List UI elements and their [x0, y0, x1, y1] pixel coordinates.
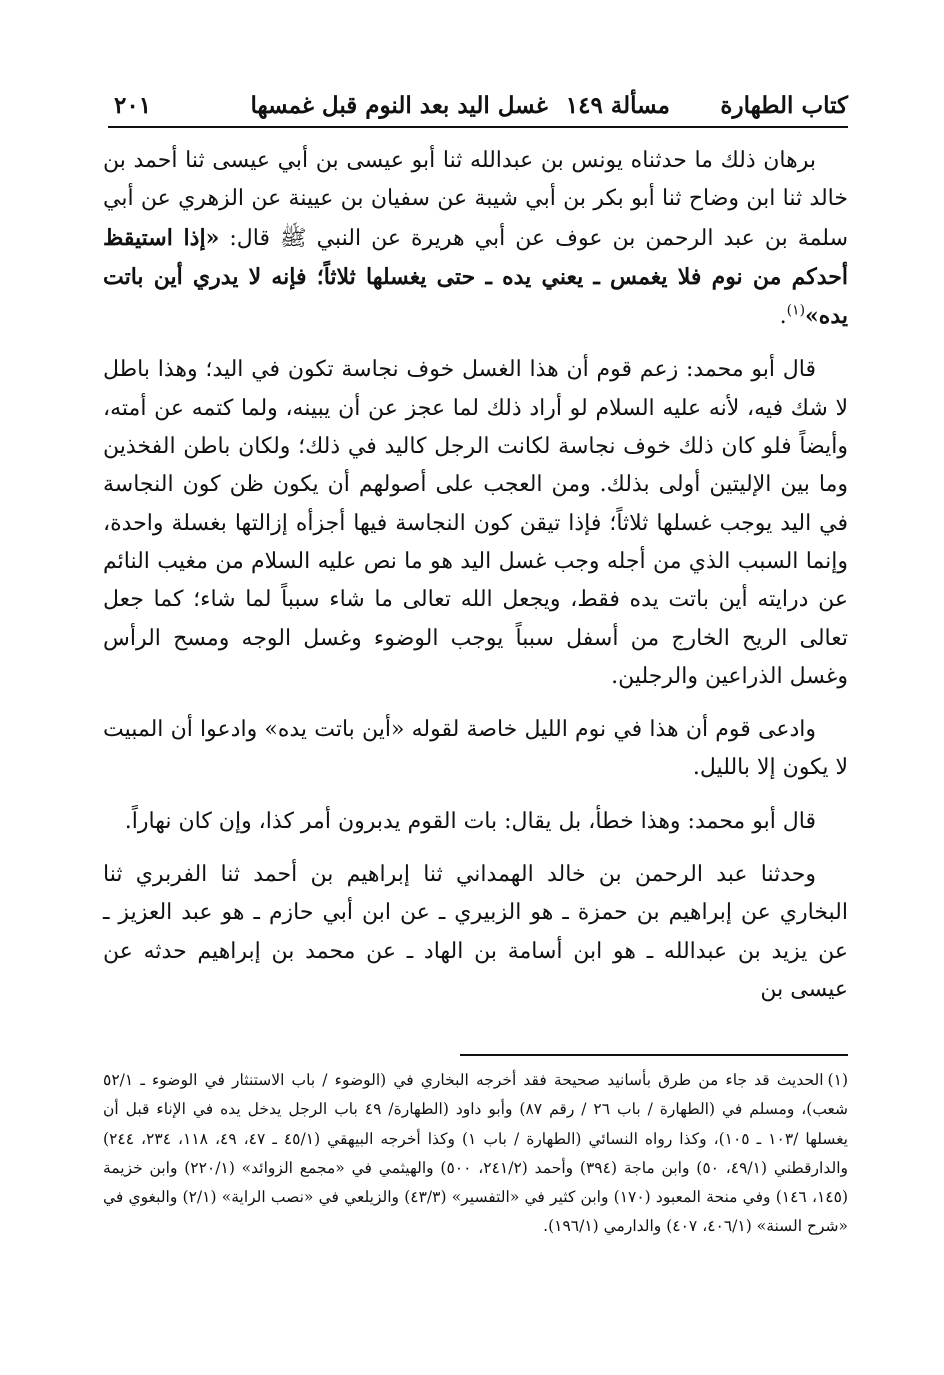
- footnote-number: (١): [827, 1071, 848, 1089]
- hadith-text: «إذا استيقظ أحدكم من نوم فلا يغمس ـ يعني يده ـ حتى يغسلها ثلاثاً؛ فإنه لا يدري أين باتت يده»: [103, 224, 848, 330]
- issue-title: غسل اليد بعد النوم قبل غمسها: [250, 92, 548, 119]
- footnote-paragraph: [103, 1066, 848, 1242]
- paragraph: قال أبو محمد: وهذا خطأ، بل يقال: بات القوم يدبرون أمر كذا، وإن كان نهاراً.: [124, 808, 816, 834]
- sentence-end: .: [779, 304, 787, 330]
- footnote: [103, 1066, 848, 1242]
- paragraph: قال أبو محمد: زعم قوم أن هذا الغسل خوف نجاسة تكون في اليد؛ وهذا باطل لا شك فيه، لأنه عليه السلام لو أراد ذلك لما عجز عن أن يبينه، ولما كتمه عن أمته، وأيضاً فلو كان ذلك خوف نجاسة لكانت الرجل كاليد في ذلك؛ ولكان باطن الفخذين وما بين الإليتين أولى بذلك. ومن العجب على أصولهم أن يكون ظن كون النجاسة في اليد يوجب غسلها ثلاثاً؛ فإذا تيقن كون النجاسة فيها أجزأه إزالتها بغسلة واحدة، وإنما السبب الذي من أجله وجب غسل اليد هو ما نص عليه السلام من مغيب النائم عن درايته أين باتت يده فقط، ويجعل الله تعالى ما شاء سبباً لما شاء؛ كما جعل تعالى الريح الخارج من أسفل سبباً يوجب الوضوء وغسل الوجه ومسح الرأس وغسل الذراعين والرجلين.: [103, 357, 848, 689]
- book-title: كتاب الطهارة: [720, 92, 848, 119]
- page-number: ٢٠١: [114, 92, 152, 119]
- footnote-reference: (١): [786, 302, 806, 319]
- footnote-divider: [460, 1054, 848, 1056]
- section-title: [240, 92, 670, 119]
- issue-number: مسألة ١٤٩: [565, 92, 670, 119]
- main-text: [103, 142, 848, 1024]
- running-header: [108, 86, 848, 128]
- paragraph: وادعى قوم أن هذا في نوم الليل خاصة لقوله «أين باتت يده» وادعوا أن المبيت لا يكون إلا بالليل.: [103, 717, 848, 781]
- footnote-text: الحديث قد جاء من طرق بأسانيد صحيحة فقد أخرجه البخاري في (الوضوء / باب الاستنثار في الوضوء ـ ٥٢/١ شعب)، ومسلم في (الطهارة / باب ٢٦ / رقم ٨٧) وأبو داود (الطهارة/ ٤٩ باب الرجل يدخل يده في الإناء قبل أن يغسلها /١٠٣ ـ ١٠٥)، وكذا رواه النسائي (الطهارة / باب ١) وكذا أخرجه البيهقي (٤٥/١ ـ ٤٧، ٤٩، ١١٨، ٢٣٤، ٢٤٤) والدارقطني (٤٩/١، ٥٠) وابن ماجة (٣٩٤) وأحمد (٢٤١/٢، ٥٠٠) والهيثمي في «مجمع الزوائد» (٢٢٠/١) وابن خزيمة (١٤٥، ١٤٦) وفي منحة المعبود (١٧٠) وابن كثير في «التفسير» (٤٣/٣) والزيلعي في «نصب الراية» (٢/١) والبغوي في «شرح السنة» (٤٠٦/١، ٤٠٧) والدارمي (١٩٦/١).: [103, 1071, 849, 1236]
- isnad-text: برهان ذلك ما حدثناه يونس بن عبدالله ثنا أبو عيسى بن أبي عيسى ثنا أحمد بن خالد ثنا ابن وضاح ثنا أبو بكر بن أبي شيبة عن سفيان بن عيينة عن الزهري عن أبي سلمة بن عبد الرحمن بن عوف عن أبي هريرة عن النبي ﷺ قال:: [103, 148, 849, 251]
- paragraph: [103, 142, 848, 336]
- paragraph: وحدثنا عبد الرحمن بن خالد الهمداني ثنا إبراهيم بن أحمد ثنا الفربري ثنا البخاري عن إبراهيم بن حمزة ـ هو الزبيري ـ عن ابن أبي حازم ـ هو عبد العزيز ـ عن يزيد بن عبدالله ـ هو ابن أسامة بن الهاد ـ عن محمد بن إبراهيم حدثه عن عيسى بن: [103, 862, 848, 1002]
